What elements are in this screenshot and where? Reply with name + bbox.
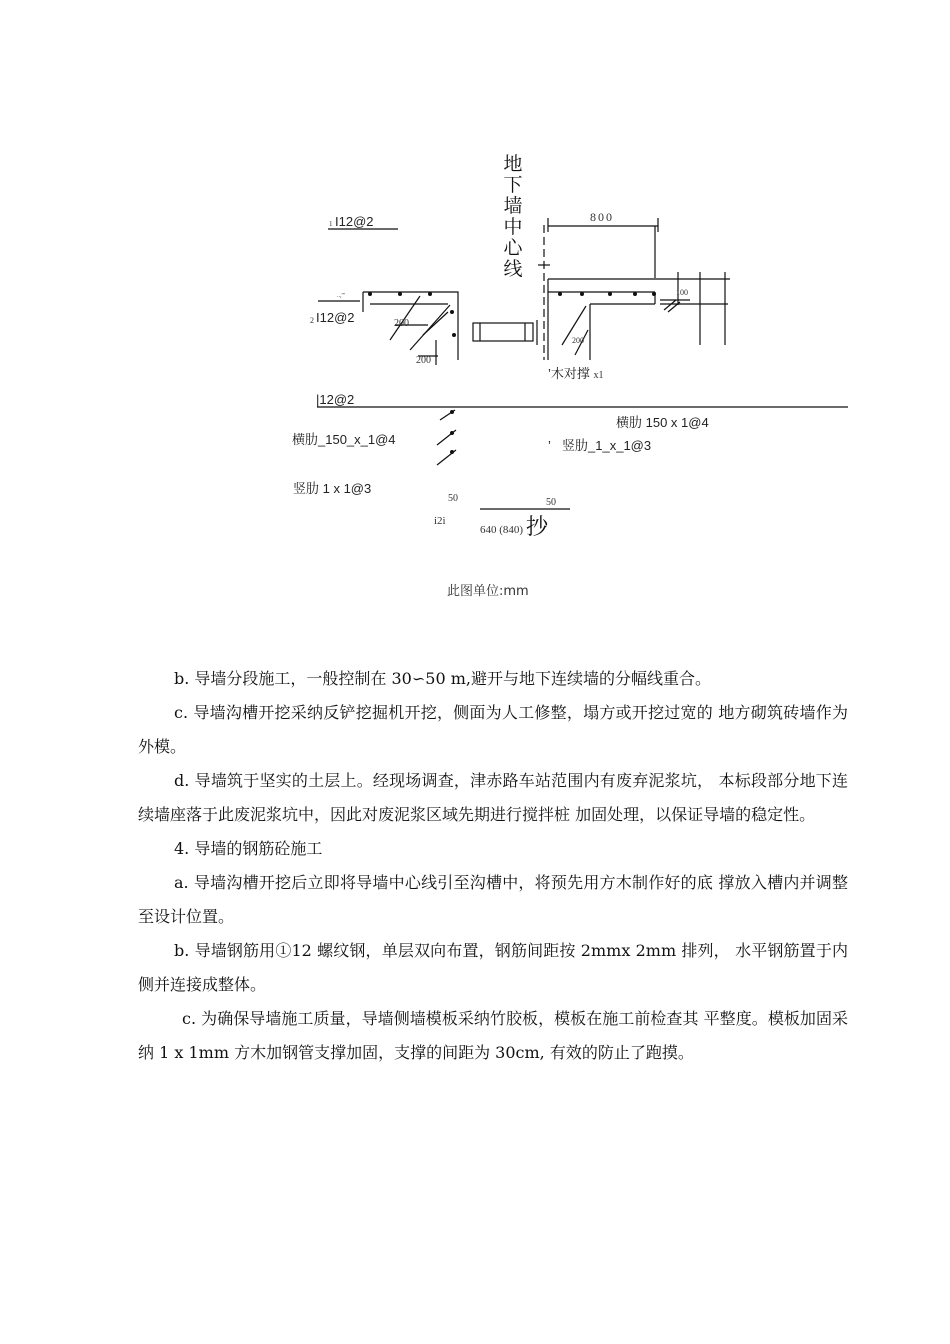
dim-200-a: 200 (394, 318, 409, 329)
dim-800-label: 800 (590, 210, 614, 224)
body-text (138, 662, 848, 1070)
dim-50-a: 50 (448, 493, 458, 504)
paragraph-c-excavation: c. 导墙沟槽开挖采纳反铲挖掘机开挖，侧面为人工修整，塌方或开挖过宽的 地方砌筑砖墙作为外模。 (138, 703, 848, 756)
horiz-rib-right-label: 横肋 150 x 1@4 (616, 415, 709, 430)
small-mark: ..,''' (337, 293, 345, 299)
strut-label: ’木对撑 (548, 366, 590, 381)
vert-rib-right-prefix: ’ (548, 438, 551, 453)
horiz-rib-left-label: 横肋_150_x_1@4 (292, 432, 396, 447)
paragraph-c-formwork: c. 为确保导墙施工质量，导墙侧墙模板采纳竹胶板，模板在施工前检查其 平整度。模板加固采纳 1 x 1mm 方木加钢管支撑加固，支撑的间距为 30cm, 有效的防止了跑摸。 (138, 1009, 848, 1062)
strut-label-group (548, 363, 604, 382)
paragraph-a-trench: a. 导墙沟槽开挖后立即将导墙中心线引至沟槽中，将预先用方木制作好的底 撑放入槽内并调整至设计位置。 (138, 873, 848, 926)
rebar-2-label: I12@2 (316, 310, 355, 325)
paragraph-d-foundation: d. 导墙筑于坚实的土层上。经现场调查，津赤路车站范围内有废弃泥浆坑， 本标段部分地下连续墙座落于此废泥浆坑中，因此对废泥浆区域先期进行搅拌桩 加固处理，以保证导墙的稳定性。 (138, 771, 848, 824)
section-4-heading: 4. 导墙的钢筋砼施工 (174, 839, 323, 858)
vert-rib-left-label: 竖肋 1 x 1@3 (293, 481, 372, 496)
vert-rib-right-group (548, 435, 651, 454)
wood-strut (473, 323, 533, 341)
figure-drawing (0, 0, 950, 620)
dim-640-label: 640 (840) (480, 524, 524, 536)
vert-rib-right-label: 竖肋_1_x_1@3 (562, 438, 652, 453)
paragraph-b-segment: b. 导墙分段施工，一般控制在 30∽50 m,避开与地下连续墙的分幅线重合。 (174, 669, 711, 688)
left-chamfer-2 (410, 305, 450, 350)
char-chao: 抄 (526, 515, 549, 540)
center-line-label: 地下墙中心线 (503, 153, 523, 280)
dim-200-b: 200 (416, 355, 431, 366)
label-i2i: i2i (434, 515, 446, 527)
unit-caption: 此图单位:mm (447, 584, 529, 599)
rebar-1-label: I12@2 (335, 214, 374, 229)
paragraph-b-rebar: b. 导墙钢筋用①12 螺纹钢，单层双向布置，钢筋间距按 2mmx 2mm 排列， 水平钢筋置于内侧并连接成整体。 (138, 941, 848, 994)
rebar-1-prefix: 1 (329, 220, 333, 228)
dim-100-label: 100 (676, 288, 688, 297)
dim-200-c: 200 (572, 336, 584, 345)
rebar-3-label: |12@2 (316, 392, 355, 407)
strut-suffix: x1 (593, 370, 604, 381)
rebar-2-prefix: 2 (310, 316, 314, 325)
dim-50-b: 50 (546, 497, 556, 508)
